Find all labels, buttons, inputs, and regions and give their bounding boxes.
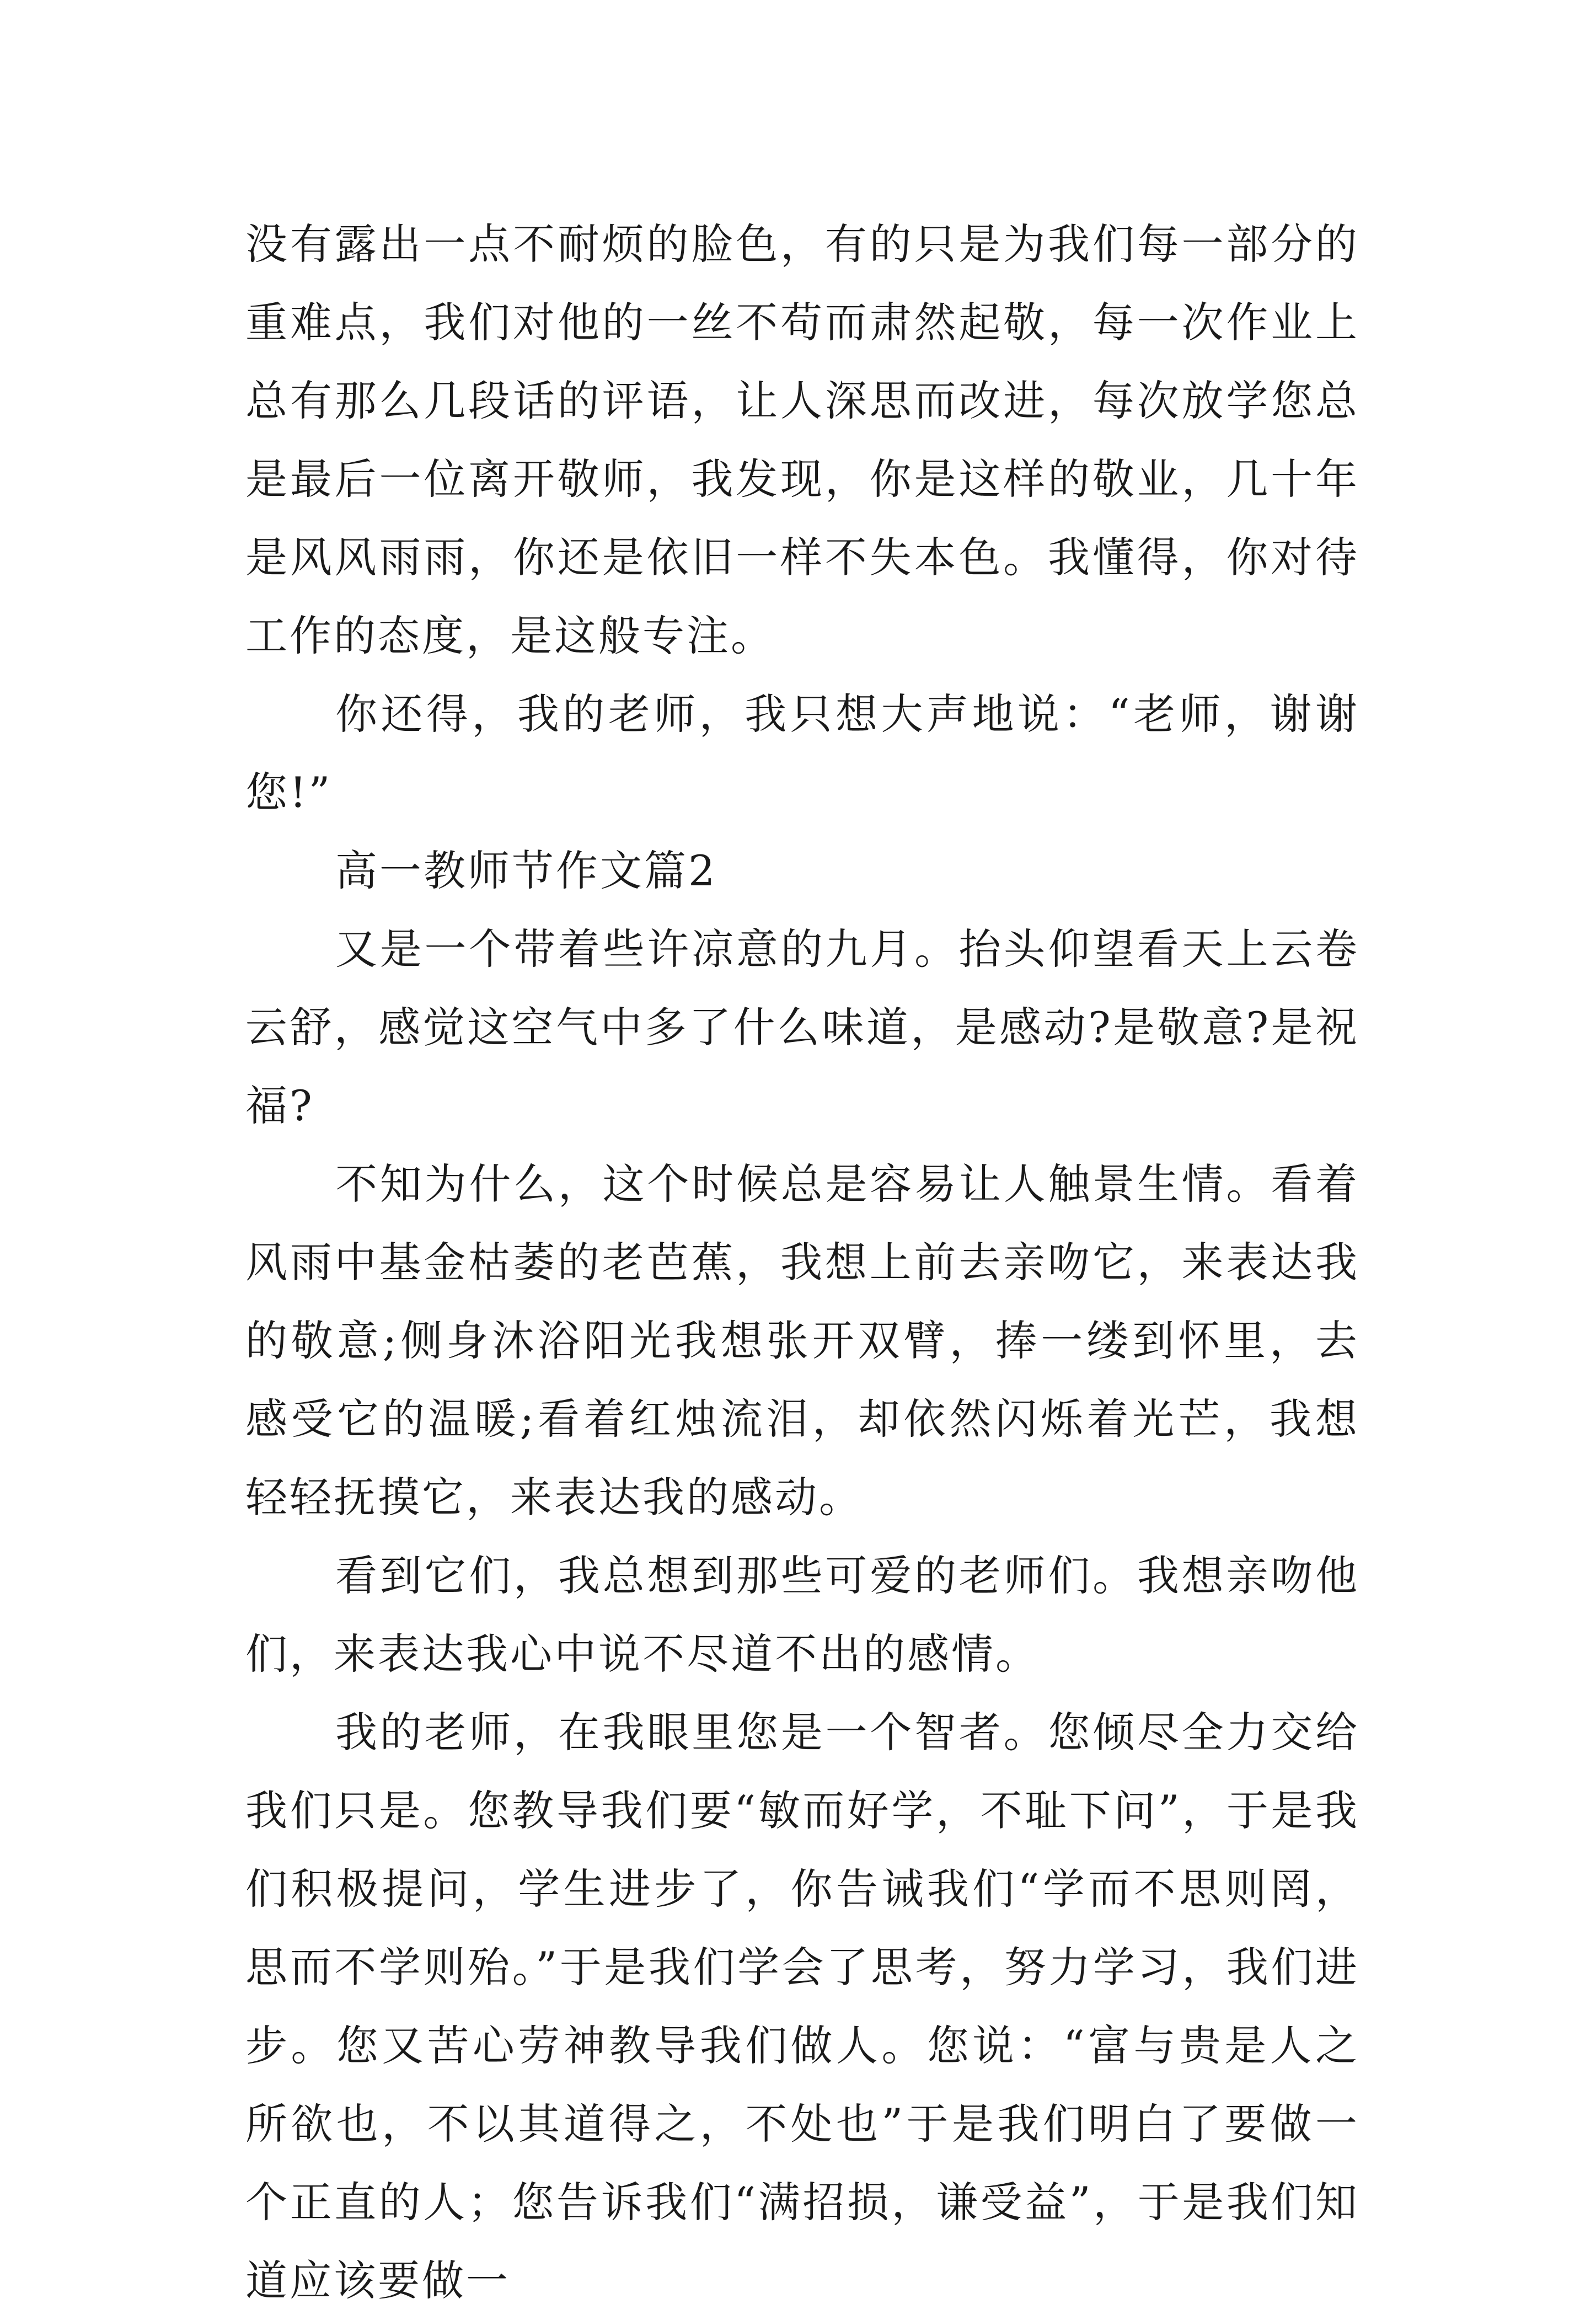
section-heading: 高一教师节作文篇2 [335,846,717,895]
paragraph-september: 又是一个带着些许凉意的九月。抬头仰望看天上云卷云舒，感觉这空气中多了什么味道，是感动?是敬意?是祝福? [245,924,1359,1130]
paragraph-thanks: 你还得，我的老师，我只想大声地说：“老师，谢谢您!” [245,689,1359,817]
paragraph-wise-teacher: 我的老师，在我眼里您是一个智者。您倾尽全力交给我们只是。您教导我们要“敏而好学，不耻下问”，于是我们积极提问，学生进步了，你告诫我们“学而不思则罔，思而不学则殆。”于是我们学会了思考，努力学习，我们进步。您又苦心劳神教导我们做人。您说：“富与贵是人之所欲也，不以其道得之，不处也”于是我们明白了要做一个正直的人；您告诉我们“满招损，谦受益”，于是我们知道应该要做一 [245,1708,1359,2305]
essay-body [245,205,1359,2320]
paragraph-continuation: 没有露出一点不耐烦的脸色，有的只是为我们每一部分的重难点，我们对他的一丝不苟而肃然起敬，每一次作业上总有那么几段话的评语，让人深思而改进，每次放学您总是最后一位离开敬师，我发现，你是这样的敬业，几十年是风风雨雨，你还是依旧一样不失本色。我懂得，你对待工作的态度，是这般专注。 [245,220,1359,660]
paragraph-emotions: 不知为什么，这个时候总是容易让人触景生情。看着风雨中基金枯萎的老芭蕉，我想上前去亲吻它，来表达我的敬意;侧身沐浴阳光我想张开双臂，捧一缕到怀里，去感受它的温暖;看着红烛流泪，却依然闪烁着光芒，我想轻轻抚摸它，来表达我的感动。 [245,1159,1359,1522]
paragraph-teachers: 看到它们，我总想到那些可爱的老师们。我想亲吻他们，来表达我心中说不尽道不出的感情。 [245,1551,1359,1678]
